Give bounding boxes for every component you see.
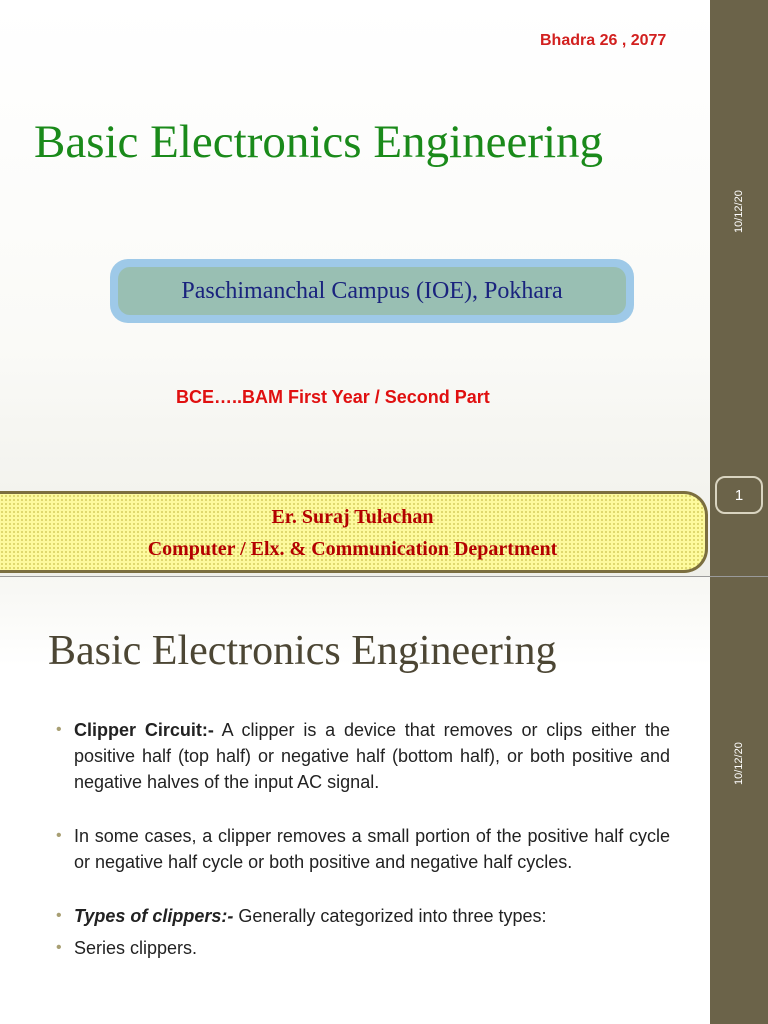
slide-sidebar (710, 577, 768, 1024)
bullet-text: In some cases, a clipper removes a small portion of the positive half cycle or negative half cycle or both positive and negative half cycles. (74, 826, 670, 872)
author-banner (0, 491, 708, 573)
slide-title: Basic Electronics Engineering (34, 116, 604, 168)
sidebar-date: 10/12/20 (733, 742, 745, 785)
campus-banner (110, 259, 634, 323)
bullet-label: Clipper Circuit:- (74, 720, 214, 740)
campus-name: Paschimanchal Campus (IOE), Pokhara (118, 267, 626, 315)
bullet-list (56, 717, 670, 961)
author-name: Er. Suraj Tulachan (271, 506, 434, 528)
course-info: BCE…..BAM First Year / Second Part (176, 387, 490, 407)
slide-number: 1 (734, 486, 744, 504)
bullet-text: Series clippers. (74, 938, 198, 958)
bullet-item (56, 935, 670, 961)
slide-number-badge (715, 476, 763, 514)
author-department: Computer / Elx. & Communication Department (147, 538, 558, 560)
bullet-item (56, 717, 670, 795)
bullet-text: Generally categorized into three types: (233, 906, 547, 926)
sidebar-date: 10/12/20 (733, 190, 745, 233)
bullet-item (56, 903, 670, 929)
content-slide (0, 577, 768, 1024)
slide-title: Basic Electronics Engineering (48, 628, 557, 674)
bullet-item (56, 823, 670, 875)
slide-sidebar (710, 0, 768, 576)
bullet-text: A clipper is a device that removes or clips either the positive half (top half) or negative half (bottom half), or both positive and negative halves of the input AC signal. (74, 720, 670, 792)
bullet-label: Types of clippers:- (74, 906, 234, 926)
lecture-date: Bhadra 26 , 2077 (540, 32, 667, 49)
